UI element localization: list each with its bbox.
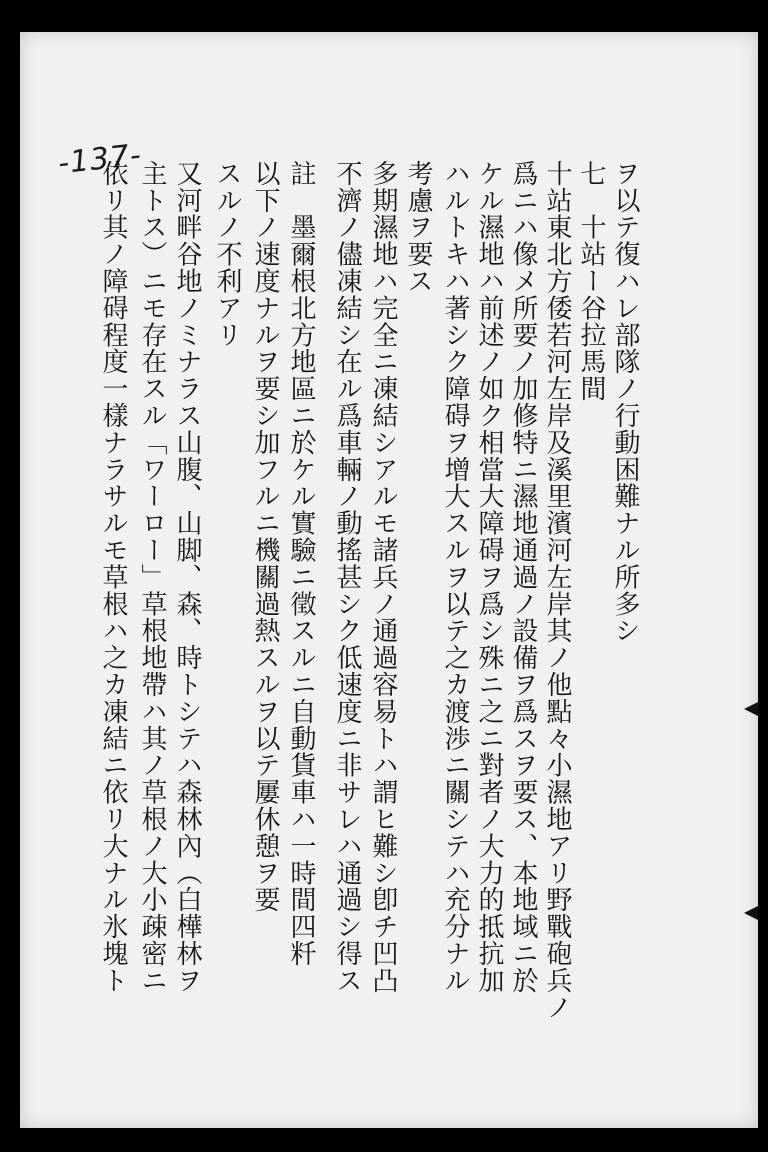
text-column-4: 爲ニハ像メ所要ノ加修特ニ濕地通過ノ設備ヲ爲スヲ要ス、本地域ニ於	[508, 160, 538, 994]
edge-mark-icon	[744, 906, 758, 920]
text-column-11: 以下ノ速度ナルヲ要シ加フルニ機關過熱スルヲ以テ屢休憩ヲ要	[250, 160, 280, 914]
text-column-2: 七 十站ー谷拉馬間	[576, 160, 606, 403]
text-column-8: 多期濕地ハ完全ニ凍結シアルモ諸兵ノ通過容易トハ謂ヒ難シ卽チ凹凸	[368, 160, 398, 994]
text-column-14: 主トス）ニモ存在スル「ワーロー」草根地帶ハ其ノ草根ノ大小疎密ニ	[137, 160, 167, 994]
text-column-15: 依リ其ノ障碍程度一樣ナラサルモ草根ハ之カ凍結ニ依リ大ナル氷塊ト	[98, 160, 128, 994]
text-column-5: ケル濕地ハ前述ノ如ク相當大障碍ヲ爲シ殊ニ之ニ對者ノ大力的抵抗加	[474, 160, 504, 994]
text-column-6: ハルトキハ著シク障碍ヲ增大スルヲ以テ之カ渡渉ニ關シテハ充分ナル	[440, 160, 470, 994]
text-column-7: 考慮ヲ要ス	[403, 160, 433, 295]
text-column-9: 不濟ノ儘凍結シ在ル爲車輛ノ動搖甚シク低速度ニ非サレハ通過シ得ス	[332, 160, 362, 994]
text-column-1: ヲ以テ復ハレ部隊ノ行動困難ナル所多シ	[610, 160, 640, 645]
page-number: -137-	[56, 137, 144, 182]
edge-mark-icon	[744, 702, 758, 716]
text-column-10: 註 墨爾根北方地區ニ於ケル實驗ニ徵スルニ自動貨車ハ一時間四粁	[286, 160, 316, 967]
text-column-13: 又河畔谷地ノミナラス山腹、山脚、森、時トシテハ森林內（白樺林ヲ	[172, 160, 202, 994]
text-column-12: スルノ不利アリ	[212, 160, 242, 349]
text-column-3: 十站東北方倭若河左岸及溪里濱河左岸其ノ他點々小濕地アリ野戰砲兵ノ	[542, 160, 572, 1021]
